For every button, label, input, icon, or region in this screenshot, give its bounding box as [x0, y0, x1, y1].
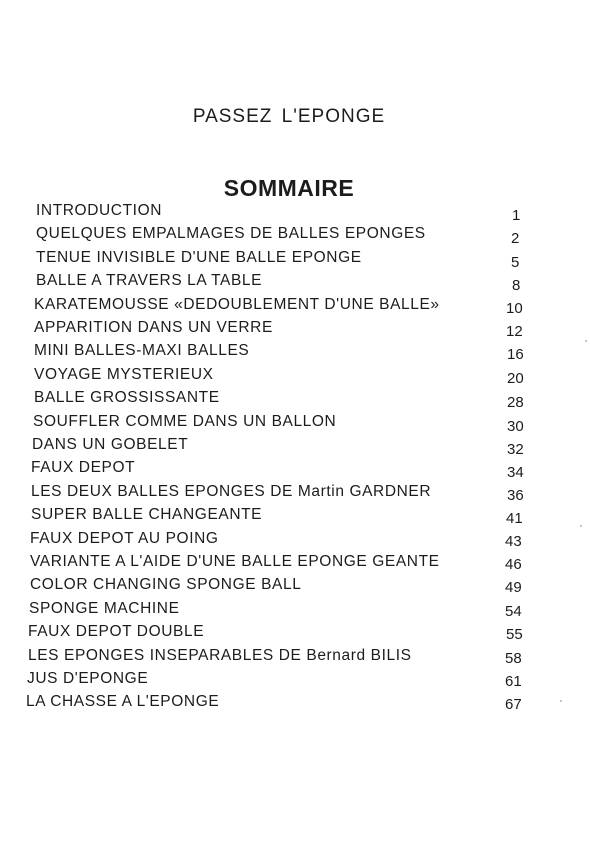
toc-entry — [0, 319, 590, 343]
table-of-contents — [0, 202, 590, 742]
toc-entry-page: 20 — [507, 369, 524, 387]
toc-entry-title: LA CHASSE A L'EPONGE — [26, 693, 220, 711]
toc-entry-page: 61 — [505, 673, 522, 690]
toc-entry-title: MINI BALLES-MAXI BALLES — [34, 342, 250, 360]
toc-entry-title: INTRODUCTION — [36, 202, 163, 219]
toc-entry-page: 1 — [512, 207, 521, 224]
toc-entry-title: KARATEMOUSSE «DEDOUBLEMENT D'UNE BALLE» — [34, 295, 440, 313]
toc-entry-title: TENUE INVISIBLE D'UNE BALLE EPONGE — [36, 248, 362, 266]
toc-entry-page: 55 — [506, 626, 523, 644]
toc-entry-title: BALLE A TRAVERS LA TABLE — [36, 272, 263, 290]
toc-entry-title: VARIANTE A L'AIDE D'UNE BALLE EPONGE GEANTE — [30, 553, 440, 570]
toc-entry — [0, 506, 590, 530]
toc-entry — [0, 366, 590, 390]
toc-entry — [0, 623, 590, 647]
toc-entry — [0, 272, 590, 296]
toc-entry-page: 32 — [507, 441, 524, 458]
toc-entry — [0, 553, 590, 577]
toc-entry-page: 5 — [511, 253, 520, 271]
toc-entry — [0, 647, 590, 671]
toc-entry-title: BALLE GROSSISSANTE — [34, 389, 220, 407]
toc-entry-title: SPONGE MACHINE — [29, 599, 180, 617]
toc-entry-title: SOUFFLER COMME DANS UN BALLON — [33, 412, 337, 430]
paper-speck — [585, 340, 587, 342]
paper-speck — [580, 525, 582, 527]
toc-entry-title: LES DEUX BALLES EPONGES DE Martin GARDNER — [31, 482, 432, 500]
toc-entry — [0, 249, 590, 273]
toc-entry — [0, 670, 590, 694]
toc-entry-page: 10 — [506, 299, 523, 317]
toc-entry — [0, 296, 590, 320]
toc-entry — [0, 693, 590, 717]
toc-entry-page: 8 — [512, 277, 521, 295]
contents-heading: SOMMAIRE — [223, 175, 355, 201]
toc-entry — [0, 389, 590, 413]
toc-entry-page: 49 — [505, 579, 522, 597]
toc-entry-title: LES EPONGES INSEPARABLES DE Bernard BILIS — [28, 646, 412, 664]
toc-entry-page: 67 — [505, 696, 522, 714]
toc-entry-title: FAUX DEPOT AU POING — [30, 529, 219, 547]
toc-entry-title: JUS D'EPONGE — [27, 670, 149, 687]
paper-speck — [560, 700, 562, 702]
toc-entry-title: DANS UN GOBELET — [32, 436, 189, 453]
toc-entry-title: APPARITION DANS UN VERRE — [34, 319, 273, 336]
toc-entry — [0, 342, 590, 366]
toc-entry-page: 46 — [505, 556, 522, 573]
toc-entry-page: 41 — [506, 510, 523, 528]
toc-entry-page: 34 — [507, 464, 524, 482]
toc-entry — [0, 459, 590, 483]
toc-entry — [0, 530, 590, 554]
toc-entry-page: 58 — [505, 649, 522, 667]
toc-entry-title: COLOR CHANGING SPONGE BALL — [30, 576, 302, 594]
toc-entry — [0, 576, 590, 600]
toc-entry-title: FAUX DEPOT DOUBLE — [28, 623, 205, 641]
toc-entry-page: 54 — [505, 602, 522, 620]
toc-entry-title: SUPER BALLE CHANGEANTE — [31, 506, 263, 524]
toc-entry — [0, 436, 590, 460]
toc-entry-page: 12 — [506, 323, 523, 340]
toc-entry-page: 2 — [511, 230, 520, 248]
toc-entry — [0, 483, 590, 507]
toc-entry — [0, 225, 590, 249]
toc-entry-page: 36 — [507, 486, 524, 504]
toc-entry-page: 16 — [507, 346, 524, 364]
book-title: PASSEZ L'EPONGE — [192, 106, 386, 127]
toc-entry-title: FAUX DEPOT — [31, 459, 136, 477]
toc-entry — [0, 600, 590, 624]
toc-entry-page: 43 — [505, 532, 522, 550]
toc-entry-title: VOYAGE MYSTERIEUX — [34, 365, 214, 383]
toc-entry — [0, 413, 590, 437]
toc-entry-title: QUELQUES EMPALMAGES DE BALLES EPONGES — [36, 225, 426, 243]
toc-entry — [0, 202, 590, 226]
toc-entry-page: 30 — [507, 417, 524, 435]
toc-entry-page: 28 — [507, 394, 524, 412]
